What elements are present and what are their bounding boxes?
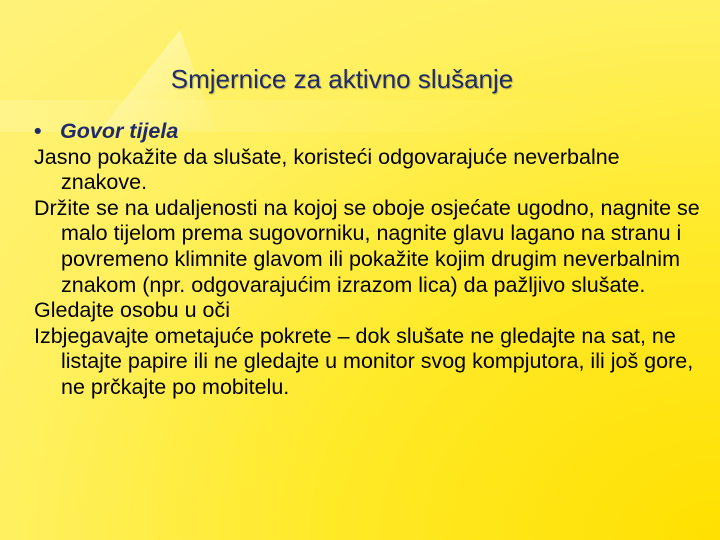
paragraph-nonverbal-signs: Jasno pokažite da slušate, koristeći odgovarajuće neverbalne znakove. [34,144,620,195]
paragraph-eye-contact: Gledajte osobu u oči [34,298,231,323]
bullet-heading-text: Govor tijela [60,119,179,143]
paragraph-distance-posture: Držite se na udaljenosti na kojoj se oboje osjećate ugodno, nagnite se malo tijelom prema sugovorniku, nagnite glavu lagano na stranu i povremeno klimnite glavom ili pokažite kojim drugim neverbalnim znakom (npr. odgovarajućim izrazom lica) da pažljivo slušate. [34,195,700,297]
slide-title: Smjernice za aktivno slušanje [170,64,514,94]
paragraph-avoid-distractions: Izbjegavajte ometajuće pokrete – dok slušate ne gledajte na sat, ne listajte papire ili ne gledajte u monitor svog kompjutora, ili još gore, ne prčkajte po mobitelu. [34,323,694,399]
slide-body [34,119,704,401]
bullet-marker: • [34,119,42,143]
bullet-heading [34,119,704,145]
